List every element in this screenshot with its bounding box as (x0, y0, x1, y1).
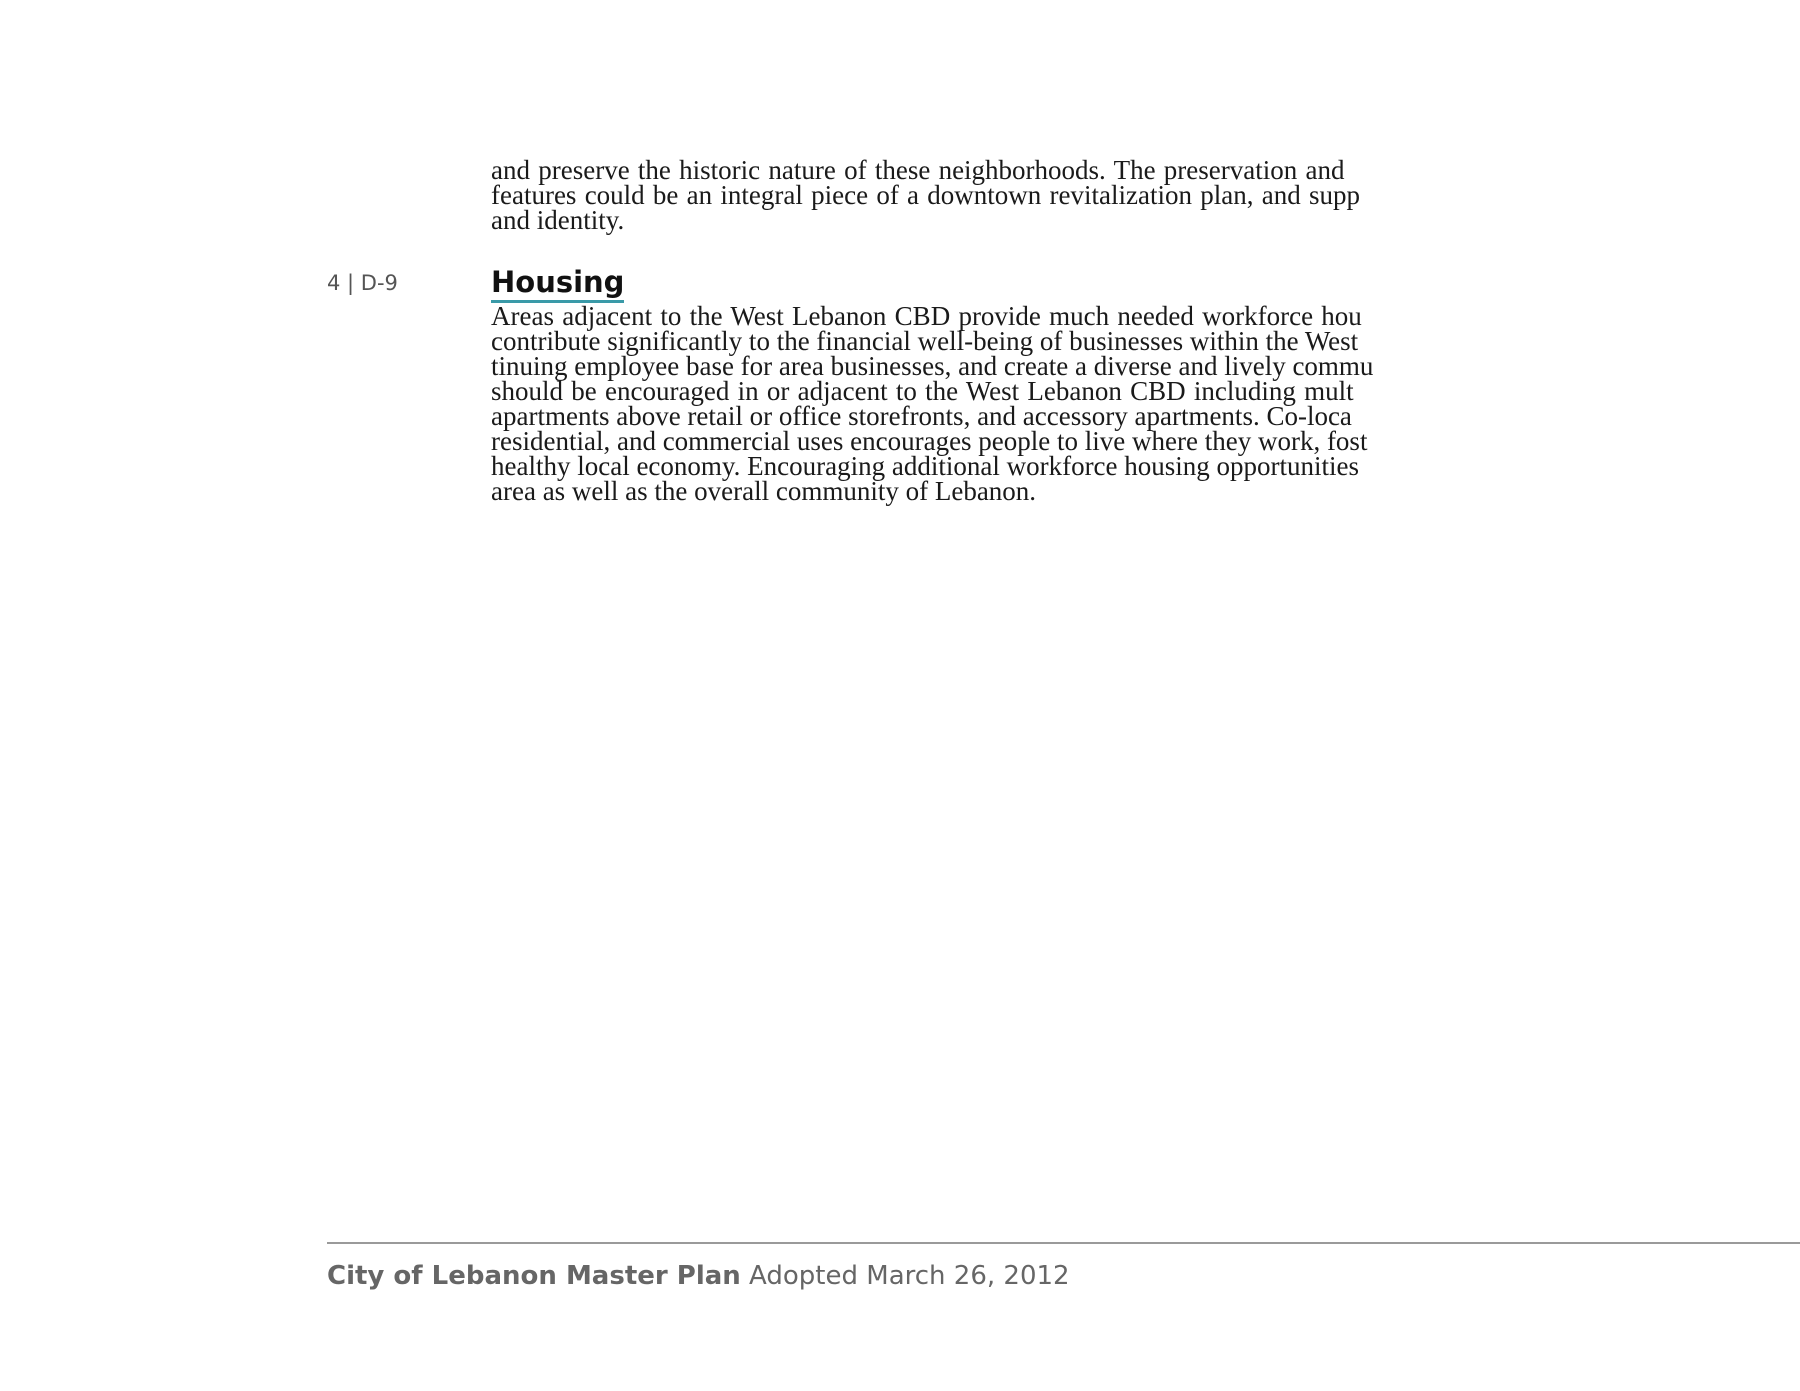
paragraph-line: healthy local economy. Encouraging additional workforce housing opportunities (491, 451, 1360, 481)
footer-divider (327, 1242, 1800, 1244)
paragraph-line: tinuing employee base for area businesses, and create a diverse and lively commu (491, 351, 1374, 381)
intro-line: features could be an integral piece of a downtown revitalization plan, and supp (491, 180, 1360, 210)
paragraph-line: Areas adjacent to the West Lebanon CBD provide much needed workforce hou (491, 301, 1362, 331)
intro-line: and preserve the historic nature of these neighborhoods. The preservation and (491, 155, 1345, 185)
section-heading: Housing (491, 265, 624, 303)
paragraph-line: residential, and commercial uses encourages people to live where they work, fost (491, 426, 1368, 456)
footer-title: City of Lebanon Master Plan (327, 1261, 741, 1291)
paragraph-line: contribute significantly to the financial well-being of businesses within the West (491, 326, 1359, 356)
page-footer (327, 1259, 1070, 1293)
paragraph-line: area as well as the overall community of Lebanon. (491, 476, 1037, 506)
footer-subtitle: Adopted March 26, 2012 (740, 1261, 1070, 1291)
paragraph-line: should be encouraged in or adjacent to the West Lebanon CBD including mult (491, 376, 1354, 406)
paragraph-line: apartments above retail or office storefronts, and accessory apartments. Co-loca (491, 401, 1352, 431)
intro-line: and identity. (491, 205, 625, 235)
section-number: 4 | D-9 (327, 271, 398, 295)
